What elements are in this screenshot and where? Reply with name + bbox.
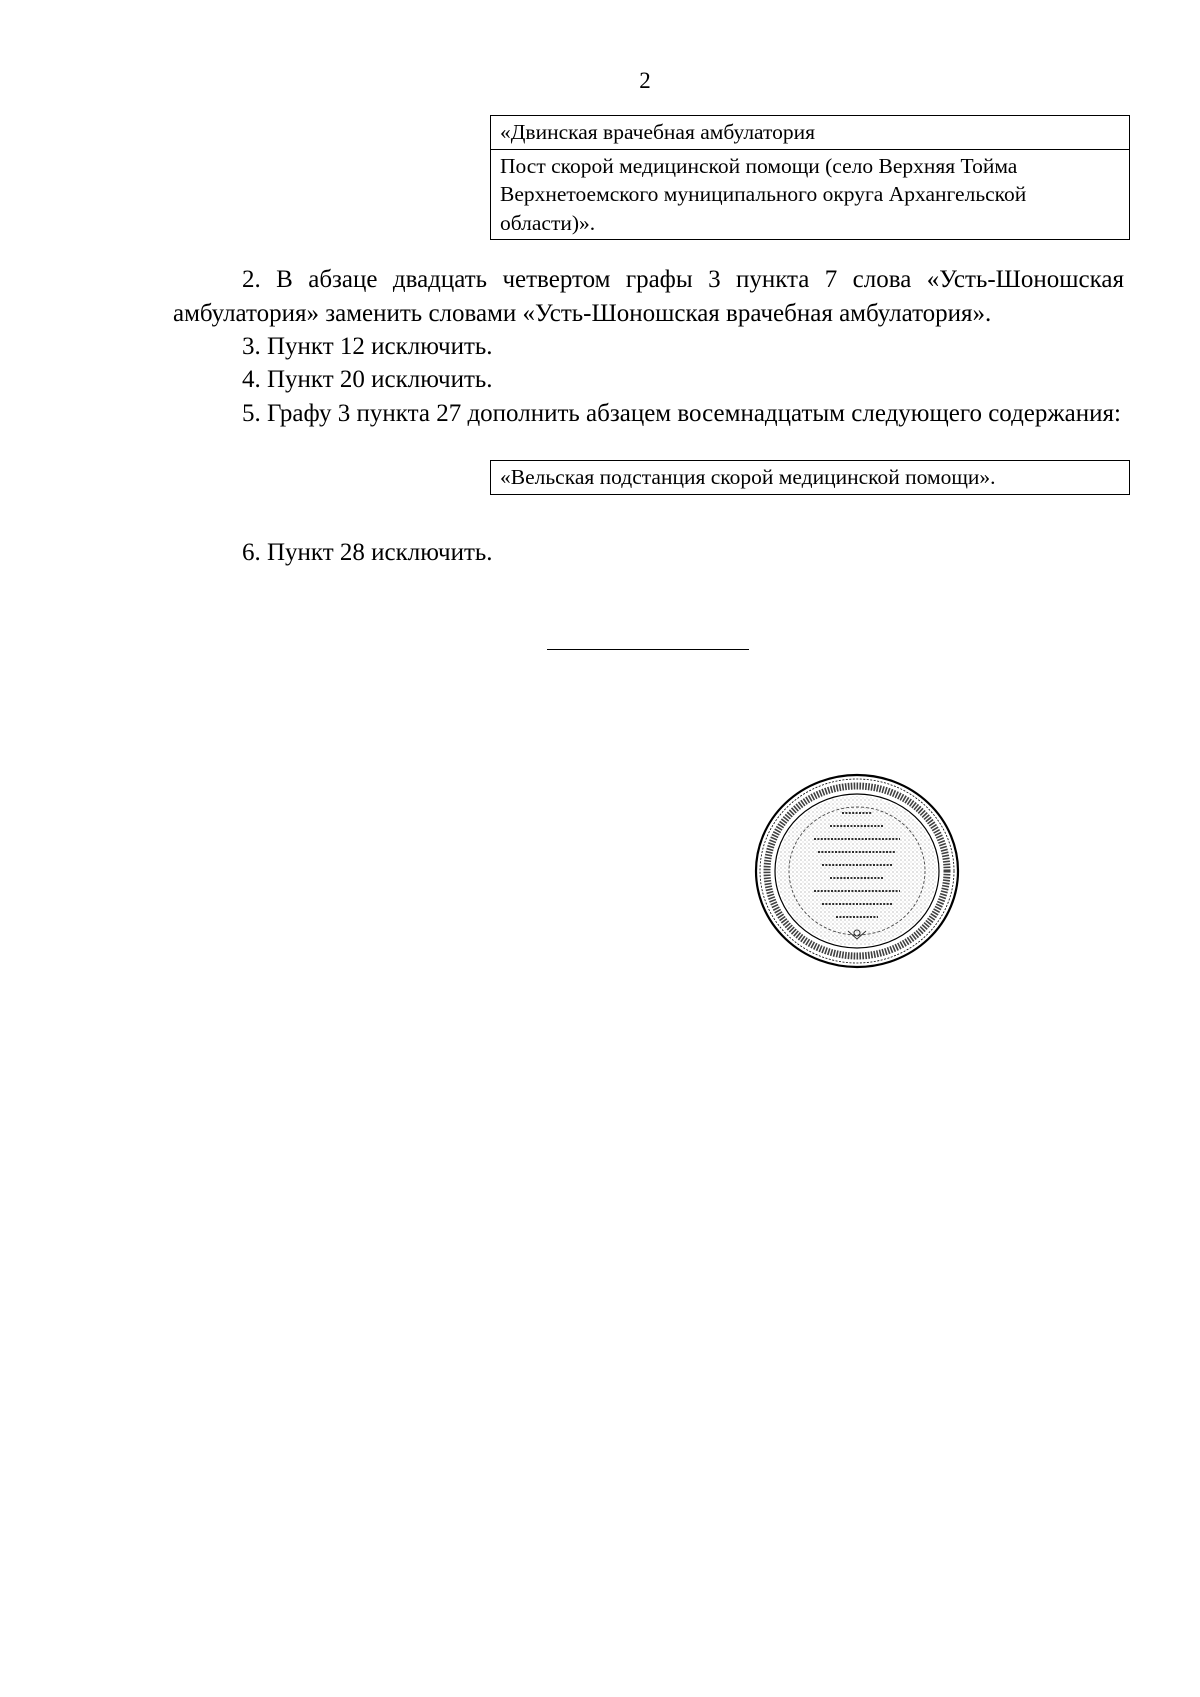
paragraph-item-4: 4. Пункт 20 исключить.: [242, 366, 493, 393]
paragraph-item-3: 3. Пункт 12 исключить.: [242, 333, 493, 360]
paragraph-item-5: 5. Графу 3 пункта 27 дополнить абзацем восемнадцатым следующего содержания:: [242, 400, 1121, 427]
page-number: 2: [639, 68, 651, 93]
inserted-text-table-1: [490, 115, 1130, 240]
table-row: Пост скорой медицинской помощи (село Верхняя Тойма Верхнетоемского муниципального округа Архангельской области)».: [491, 149, 1129, 240]
paragraph-item-6: 6. Пункт 28 исключить.: [242, 539, 493, 566]
official-seal-icon: [752, 771, 962, 971]
table-row: «Вельская подстанция скорой медицинской помощи».: [500, 465, 996, 489]
table-row: «Двинская врачебная амбулатория: [500, 120, 816, 144]
paragraph-item-2: 2. В абзаце двадцать четвертом графы 3 пункта 7 слова «Усть-Шоношская амбулатория» заменить словами «Усть-Шоношская врачебная амбулатория».: [173, 266, 1124, 327]
inserted-text-table-2: [490, 460, 1130, 495]
end-of-document-rule: [547, 649, 749, 650]
